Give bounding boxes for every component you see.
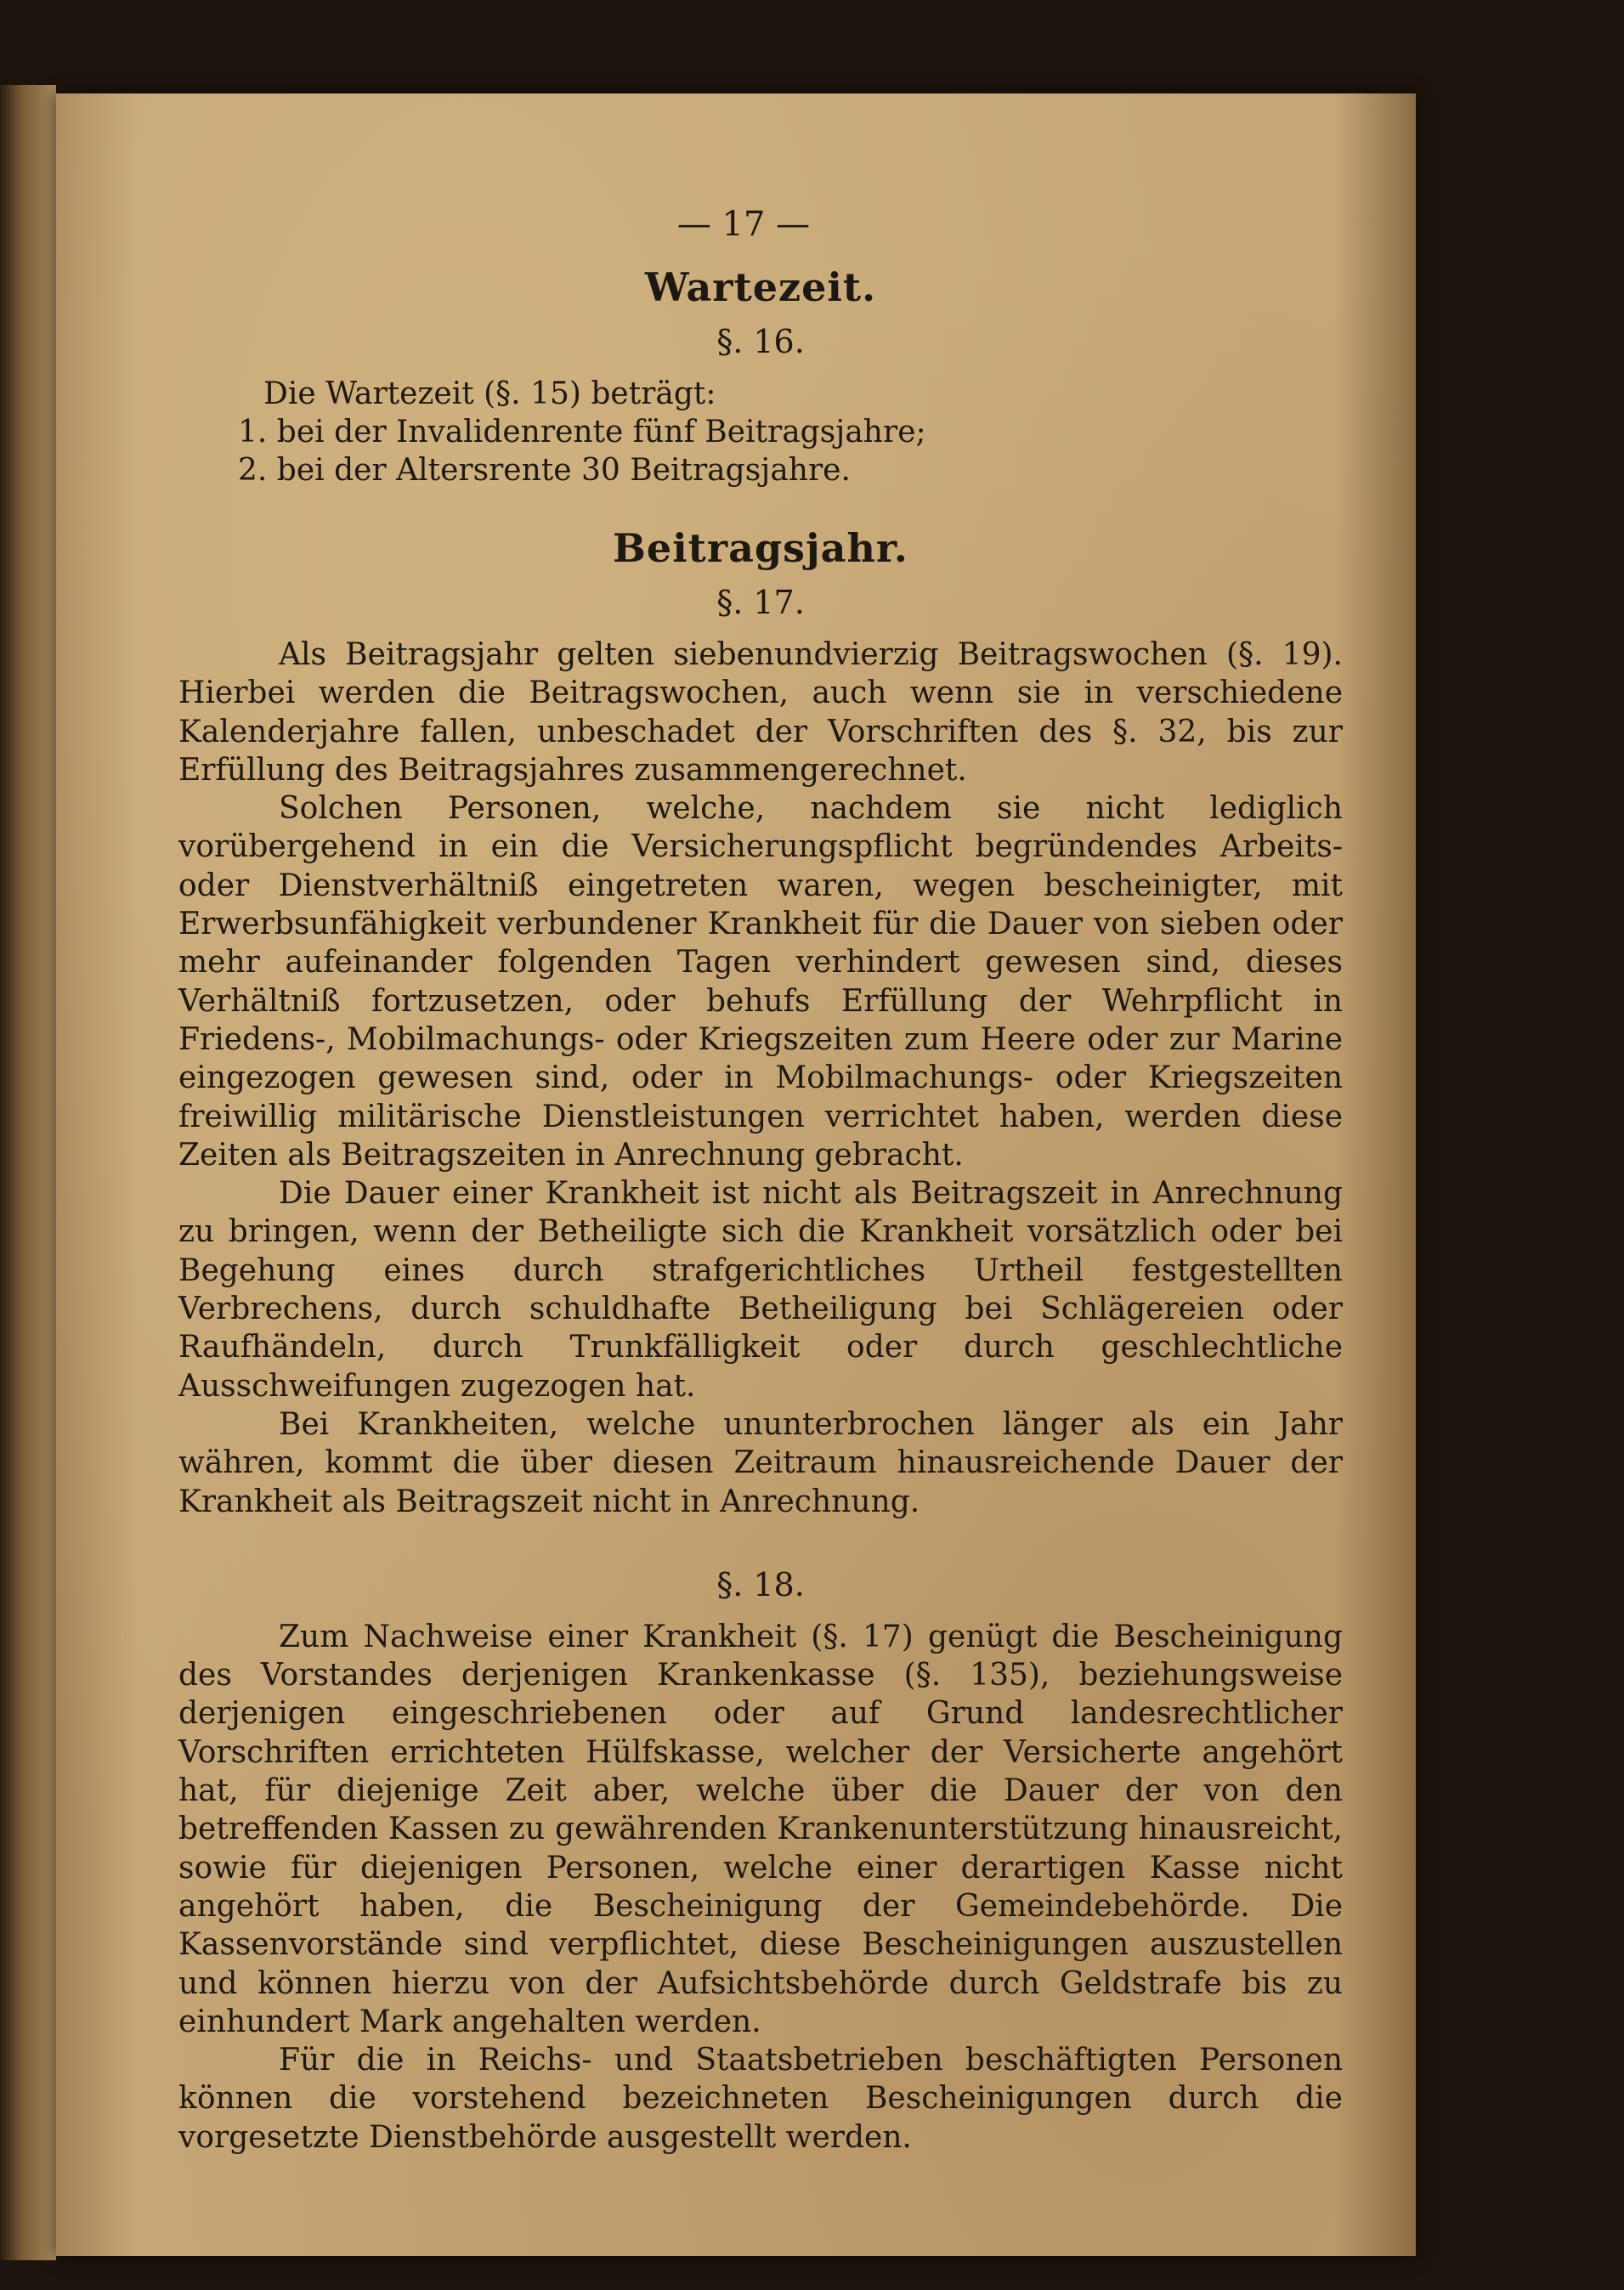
wartezeit-intro: Die Wartezeit (§. 15) beträgt:: [263, 376, 716, 411]
book-page: [56, 93, 1416, 2256]
paragraph-17-text-2: Solchen Personen, welche, nachdem sie nicht lediglich vorübergehend in ein die Versicherungspflicht begründendes Arbeits- oder Dienstverhältniß eingetreten waren, wegen bescheinigter, mit Erwerbsunfähigkeit verbundener Krankheit für die Dauer von sieben oder mehr aufeinander folgenden Tagen verhindert gewesen sind, dieses Verhältniß fortzusetzen, oder behufs Erfüllung der Wehrpflicht in Friedens-, Mobilmachungs- oder Kriegszeiten zum Heere oder zur Marine eingezogen gewesen sind, oder in Mobilmachungs- oder Kriegszeiten freiwillig militärische Dienstleistungen verrichtet haben, werden diese Zeiten als Beitragszeiten in Anrechnung gebracht.: [178, 791, 1343, 1173]
paragraph-18-text-1: Zum Nachweise einer Krankheit (§. 17) genügt die Bescheinigung des Vorstandes derjenigen Krankenkasse (§. 135), beziehungsweise derjenigen eingeschriebenen oder auf Grund landesrechtlicher Vorschriften errichteten Hülfskasse, welcher der Versicherte angehört hat, für diejenige Zeit aber, welche über die Dauer der von den betreffenden Kassen zu gewährenden Krankenunterstützung hinausreicht, sowie für diejenigen Personen, welche einer derartigen Kasse nicht angehört haben, die Bescheinigung der Gemeindebehörde. Die Kassenvorstände sind verpflichtet, diese Bescheinigungen auszustellen und können hierzu von der Aufsichtsbehörde durch Geldstrafe bis zu einhundert Mark angehalten werden.: [178, 1619, 1343, 2039]
paragraph-17-number: §. 17.: [716, 584, 805, 621]
paragraph-17-text-4: Bei Krankheiten, welche ununterbrochen länger als ein Jahr währen, kommt die über diesen Zeitraum hinausreichende Dauer der Krankheit als Beitragszeit nicht in Anrechnung.: [178, 1406, 1343, 1519]
page-content: [178, 191, 1343, 2157]
heading-beitragsjahr: Beitragsjahr.: [613, 525, 908, 571]
page-number: — 17 —: [676, 205, 811, 244]
book-left-edge: [0, 85, 56, 2260]
wartezeit-list: [238, 375, 1343, 489]
paragraph-17-text-1: Als Beitragsjahr gelten siebenundvierzig Beitragswochen (§. 19). Hierbei werden die Beitragswochen, auch wenn sie in verschiedene Kalenderjahre fallen, unbeschadet der Vorschriften des §. 32, bis zur Erfüllung des Beitragsjahres zusammengerechnet.: [178, 637, 1343, 788]
paragraph-18-number: §. 18.: [716, 1565, 805, 1603]
list-item: 2. bei der Altersrente 30 Beitragsjahre.: [238, 453, 851, 488]
list-item: 1. bei der Invalidenrente fünf Beitragsjahre;: [238, 415, 926, 450]
paragraph-17-text-3: Die Dauer einer Krankheit ist nicht als Beitragszeit in Anrechnung zu bringen, wenn der Betheiligte sich die Krankheit vorsätzlich oder bei Begehung eines durch strafgerichtliches Urtheil festgestellten Verbrechens, durch schuldhafte Betheiligung bei Schlägereien oder Raufhändeln, durch Trunkfälligkeit oder durch geschlechtliche Ausschweifungen zugezogen hat.: [178, 1176, 1343, 1404]
heading-wartezeit: Wartezeit.: [644, 264, 877, 310]
paragraph-16-number: §. 16.: [716, 323, 805, 360]
paragraph-18-text-2: Für die in Reichs- und Staatsbetrieben beschäftigten Personen können die vorstehend bezeichneten Bescheinigungen durch die vorgesetzte Dienstbehörde ausgestellt werden.: [178, 2043, 1343, 2155]
